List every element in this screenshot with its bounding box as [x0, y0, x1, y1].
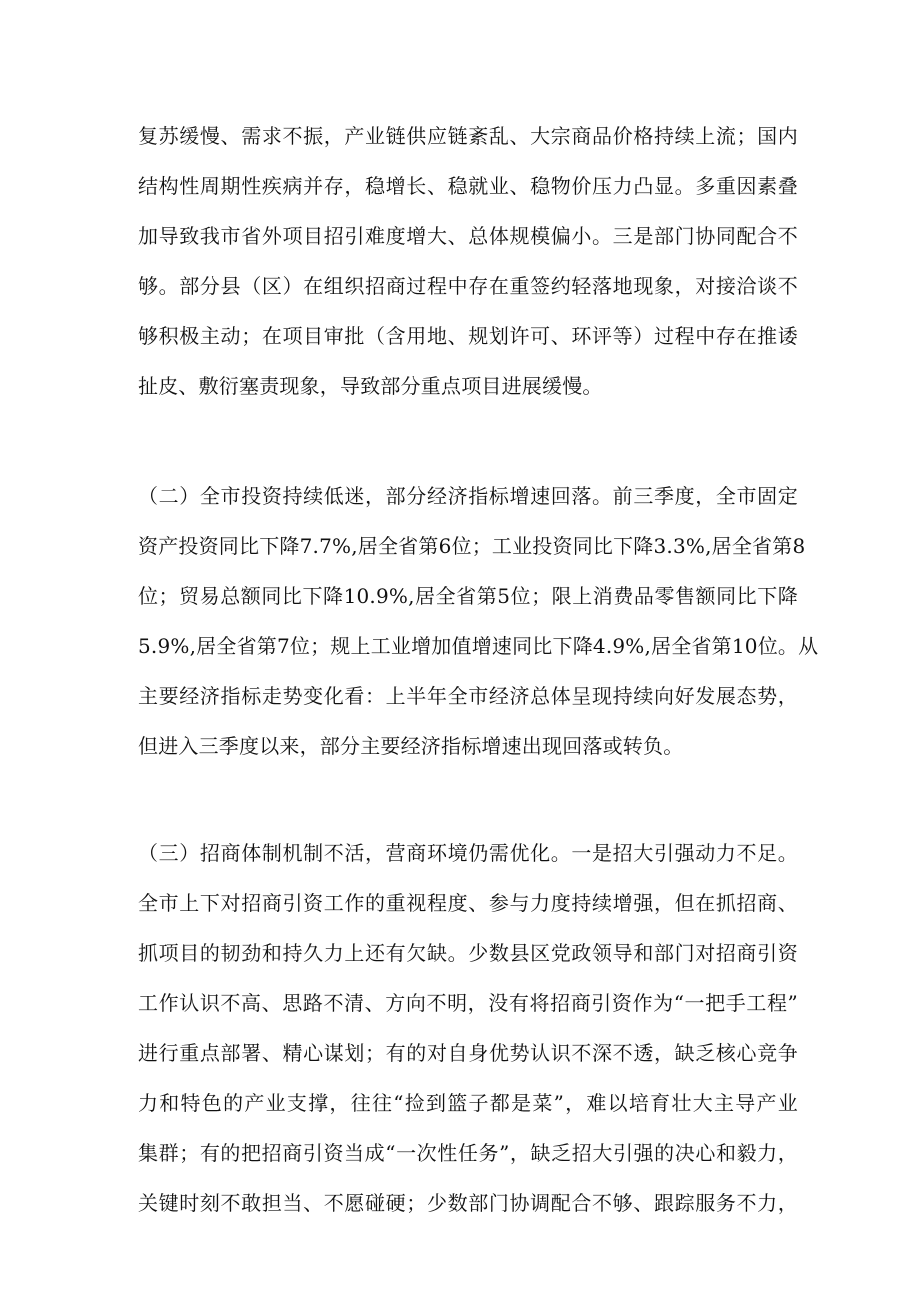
text-line: 够。部分县（区）在组织招商过程中存在重签约轻落地现象，对接洽谈不 — [138, 274, 798, 298]
text-line: 但进入三季度以来，部分主要经济指标增速出现回落或转负。 — [138, 734, 684, 758]
text-line: 资产投资同比下降7.7%,居全省第6位；工业投资同比下降3.3%,居全省第8 — [138, 534, 806, 558]
text-line: 复苏缓慢、需求不振，产业链供应链紊乱、大宗商品价格持续上流；国内 — [138, 124, 798, 148]
text-line: 结构性周期性疾病并存，稳增长、稳就业、稳物价压力凸显。多重因素叠 — [138, 174, 798, 198]
text-line: 主要经济指标走势变化看：上半年全市经济总体呈现持续向好发展态势， — [138, 684, 798, 708]
text-line: 全市上下对招商引资工作的重视程度、参与力度持续增强，但在抓招商、 — [138, 891, 798, 915]
text-line: （二）全市投资持续低迷，部分经济指标增速回落。前三季度，全市固定 — [138, 484, 798, 508]
text-line: 关键时刻不敢担当、不愿碰硬；少数部门协调配合不够、跟踪服务不力， — [138, 1191, 798, 1215]
text-line: 集群；有的把招商引资当成“一次性任务”，缺乏招大引强的决心和毅力， — [138, 1141, 798, 1165]
text-line: 5.9%,居全省第7位；规上工业增加值增速同比下降4.9%,居全省第10位。从 — [138, 634, 819, 658]
text-line: 抓项目的韧劲和持久力上还有欠缺。少数县区党政领导和部门对招商引资 — [138, 941, 798, 965]
text-line: 位；贸易总额同比下降10.9%,居全省第5位；限上消费品零售额同比下降 — [138, 584, 798, 608]
text-line: 够积极主动；在项目审批（含用地、规划许可、环评等）过程中存在推诿 — [138, 324, 798, 348]
text-line: 扯皮、敷衍塞责现象，导致部分重点项目进展缓慢。 — [138, 374, 603, 398]
text-line: 进行重点部署、精心谋划；有的对自身优势认识不深不透，缺乏核心竞争 — [138, 1041, 798, 1065]
text-line: 加导致我市省外项目招引难度增大、总体规模偏小。三是部门协同配合不 — [138, 224, 798, 248]
text-line: 工作认识不高、思路不清、方向不明，没有将招商引资作为“一把手工程” — [138, 991, 798, 1015]
text-line: 力和特色的产业支撑，往往“捡到篮子都是菜”，难以培育壮大主导产业 — [138, 1091, 798, 1115]
text-line: （三）招商体制机制不活，营商环境仍需优化。一是招大引强动力不足。 — [138, 841, 798, 865]
